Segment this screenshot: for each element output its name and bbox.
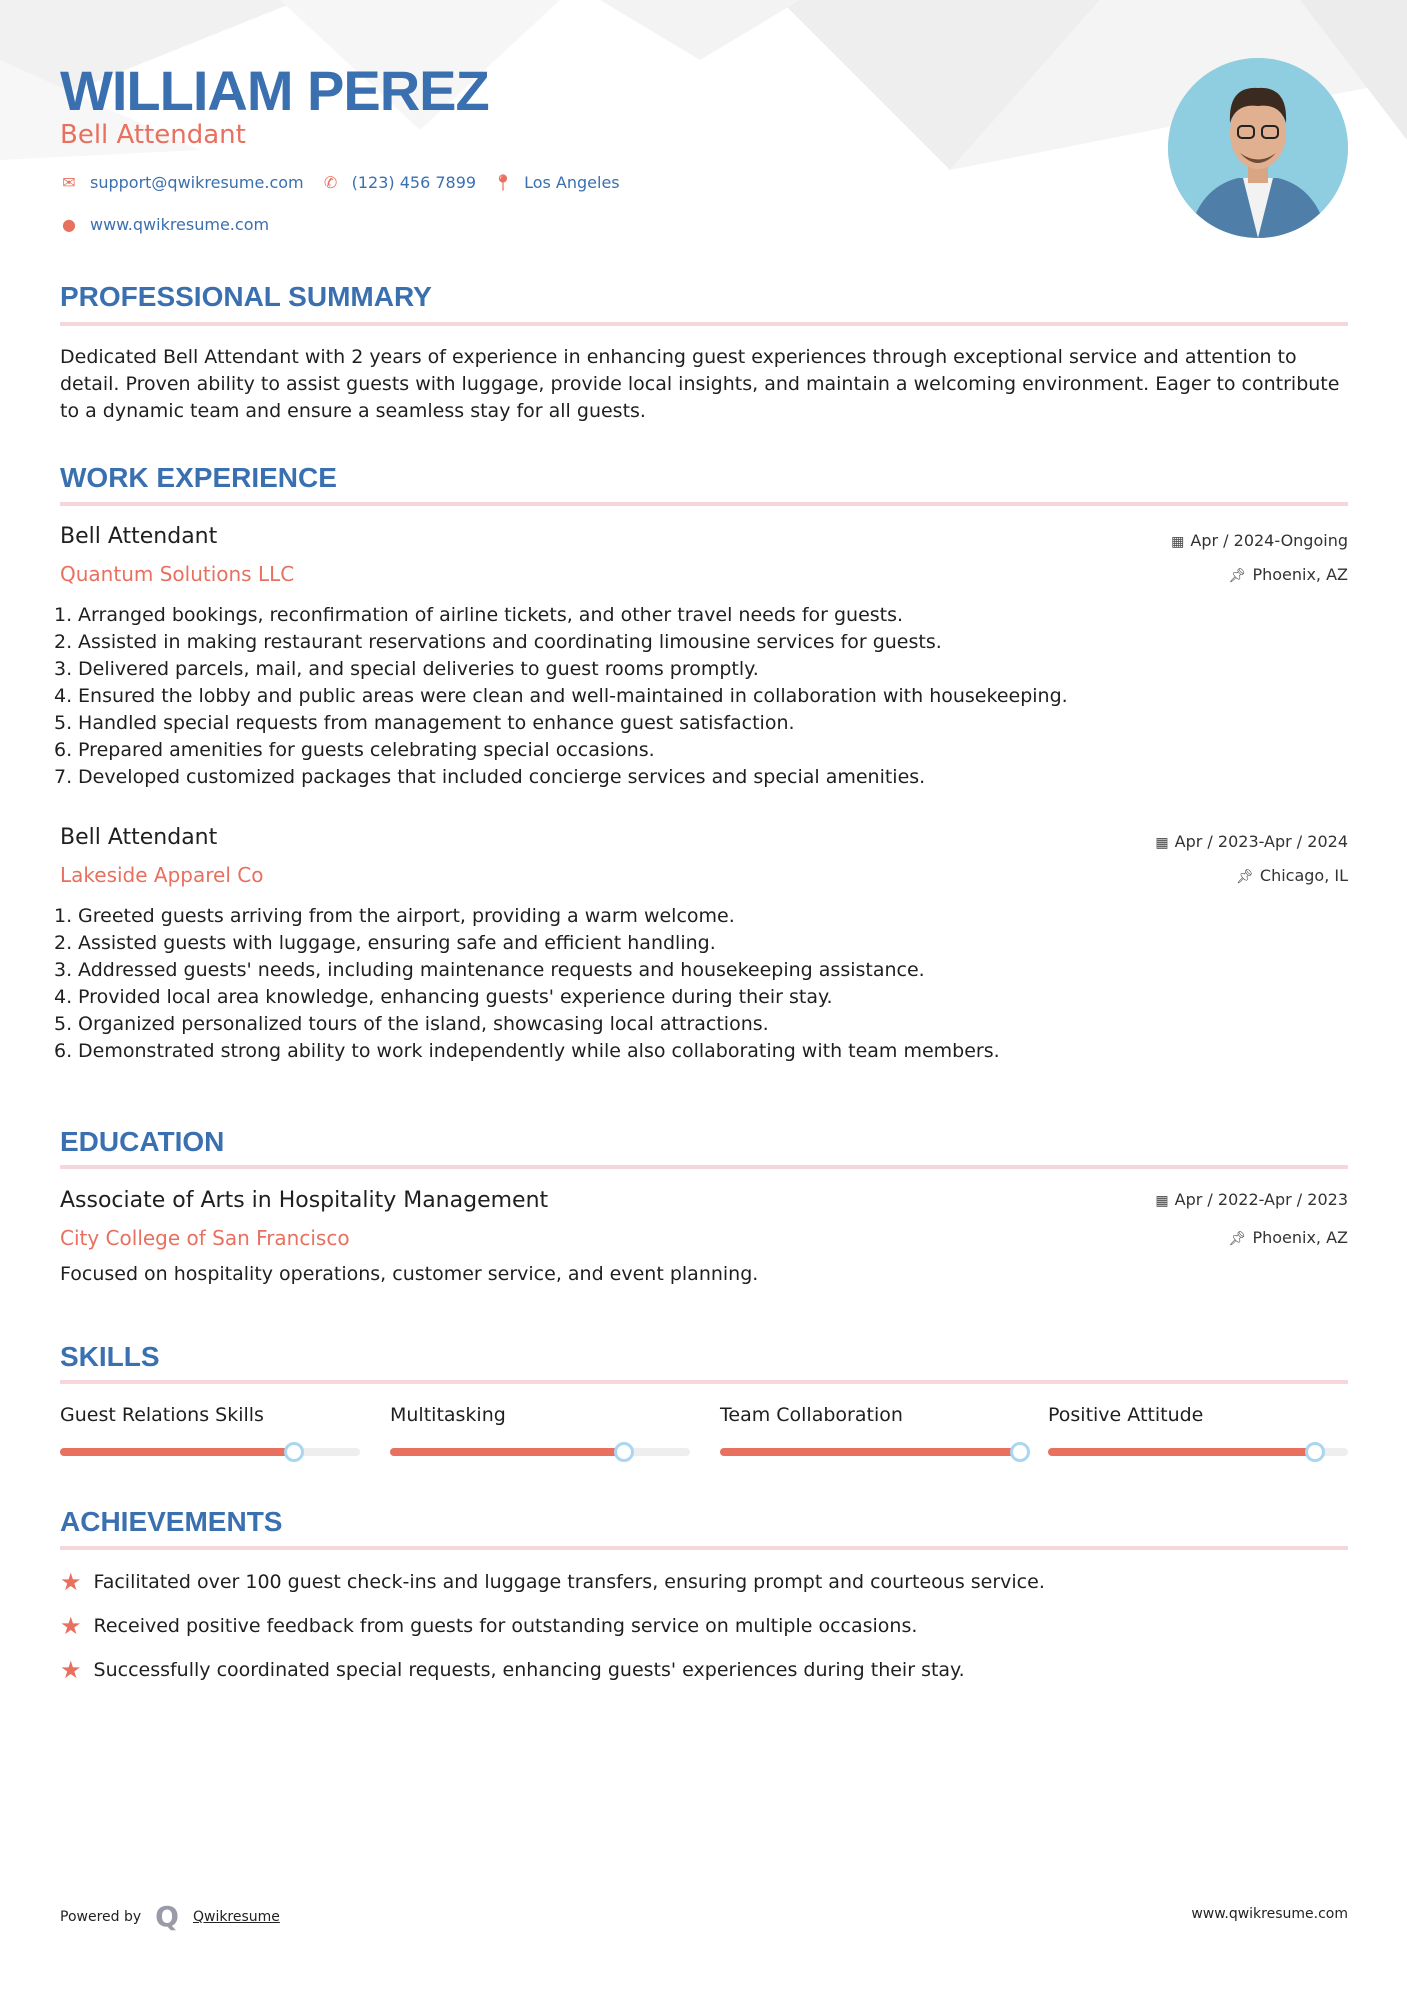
globe-icon: ● [62, 215, 76, 234]
phone-text: (123) 456 7899 [351, 173, 477, 192]
contact-row [58, 173, 620, 192]
email-link[interactable]: support@qwikresume.com [90, 173, 304, 192]
dates-text: Apr / 2022-Apr / 2023 [1174, 1190, 1348, 1209]
section-title-summary: PROFESSIONAL SUMMARY [60, 281, 432, 312]
phone-icon: ✆ [323, 173, 338, 192]
summary-text: Dedicated Bell Attendant with 2 years of experience in enhancing guest experiences through exceptional service and attention to detail. Proven ability to assist guests with luggage, provide local insights, and maintain a welcoming environment. Eager to contribute to a dynamic team and ensure a seamless stay for all guests. [60, 346, 1340, 422]
skill-handle [1305, 1442, 1325, 1462]
job-dates [1155, 832, 1348, 851]
star-badge-icon: ★ [60, 1612, 82, 1640]
list-item: 2. Assisted in making restaurant reservations and coordinating limousine services for guests. [54, 631, 942, 653]
list-item: 1. Arranged bookings, reconfirmation of airline tickets, and other travel needs for guests. [54, 604, 904, 626]
footer-website[interactable]: www.qwikresume.com [1191, 1906, 1348, 1922]
calendar-icon: ▦ [1155, 835, 1169, 851]
qwikresume-logo-icon: Q [155, 1900, 179, 1933]
location-text: Phoenix, AZ [1252, 565, 1348, 584]
website-link[interactable]: www.qwikresume.com [90, 215, 270, 234]
education-location [1229, 1228, 1348, 1247]
job-location [1236, 866, 1348, 885]
pin-icon: 📌︎ [1228, 1231, 1247, 1247]
pin-icon: 📌︎ [1228, 568, 1247, 584]
skill-fill [60, 1448, 294, 1456]
job-location [1229, 565, 1348, 584]
envelope-icon: ✉ [62, 173, 76, 192]
divider [60, 1165, 1348, 1169]
skill-label: Guest Relations Skills [60, 1404, 264, 1426]
divider [60, 322, 1348, 326]
profile-photo [1168, 58, 1348, 238]
list-item: 4. Ensured the lobby and public areas were clean and well-maintained in collaboration with housekeeping. [54, 685, 1068, 707]
job-bullets [54, 602, 1350, 791]
achievement-item: ★ Facilitated over 100 guest check-ins and luggage transfers, ensuring prompt and courteous service. [60, 1568, 1045, 1596]
calendar-icon: ▦ [1171, 534, 1185, 550]
job-title: Bell Attendant [60, 524, 218, 549]
skill-fill [1048, 1448, 1315, 1456]
location-text: Los Angeles [524, 173, 620, 192]
footer-powered-by [60, 1900, 280, 1933]
job-company: Lakeside Apparel Co [60, 863, 264, 887]
candidate-role: Bell Attendant [60, 120, 246, 150]
skill-item [390, 1404, 690, 1426]
skill-label: Positive Attitude [1048, 1404, 1204, 1426]
skill-handle [1010, 1442, 1030, 1462]
dates-text: Apr / 2023-Apr / 2024 [1174, 832, 1348, 851]
star-badge-icon: ★ [60, 1568, 82, 1596]
degree-title: Associate of Arts in Hospitality Management [60, 1188, 549, 1213]
education-description: Focused on hospitality operations, customer service, and event planning. [60, 1263, 759, 1285]
section-title-achievements: ACHIEVEMENTS [60, 1506, 283, 1537]
section-title-skills: SKILLS [60, 1341, 160, 1372]
skill-bar [60, 1448, 360, 1456]
skill-handle [284, 1442, 304, 1462]
skill-fill [390, 1448, 624, 1456]
calendar-icon: ▦ [1155, 1193, 1169, 1209]
list-item: 5. Handled special requests from management to enhance guest satisfaction. [54, 712, 795, 734]
location-text: Phoenix, AZ [1252, 1228, 1348, 1247]
skill-item [1048, 1404, 1348, 1426]
pin-icon: 📌︎ [1236, 869, 1254, 885]
powered-by-text: Powered by [60, 1909, 142, 1925]
candidate-name: WILLIAM PEREZ [60, 59, 489, 122]
school-name: City College of San Francisco [60, 1226, 350, 1250]
dates-text: Apr / 2024-Ongoing [1190, 531, 1348, 550]
list-item: 3. Addressed guests' needs, including maintenance requests and housekeeping assistance. [54, 959, 925, 981]
achievement-item: ★ Received positive feedback from guests for outstanding service on multiple occasions. [60, 1612, 918, 1640]
map-pin-icon: 📍︎ [492, 173, 514, 192]
skill-handle [614, 1442, 634, 1462]
list-item: 6. Demonstrated strong ability to work independently while also collaborating with team members. [54, 1040, 1000, 1062]
location-text: Chicago, IL [1259, 866, 1348, 885]
job-dates [1171, 531, 1348, 550]
brand-link[interactable]: Qwikresume [192, 1909, 280, 1925]
skill-bar [720, 1448, 1020, 1456]
section-title-education: EDUCATION [60, 1126, 225, 1157]
job-bullets [54, 903, 1350, 1065]
education-dates [1155, 1190, 1348, 1209]
achievement-item: ★ Successfully coordinated special requests, enhancing guests' experiences during their stay. [60, 1656, 965, 1684]
list-item: 1. Greeted guests arriving from the airport, providing a warm welcome. [54, 905, 735, 927]
section-title-experience: WORK EXPERIENCE [60, 462, 337, 493]
skill-fill [720, 1448, 1020, 1456]
divider [60, 1546, 1348, 1550]
skill-label: Multitasking [390, 1404, 506, 1426]
list-item: 7. Developed customized packages that included concierge services and special amenities. [54, 766, 926, 788]
skill-bar [1048, 1448, 1348, 1456]
divider [60, 502, 1348, 506]
website-row [58, 215, 269, 234]
skill-item [720, 1404, 1020, 1426]
divider [60, 1380, 1348, 1384]
list-item: 6. Prepared amenities for guests celebrating special occasions. [54, 739, 655, 761]
skill-bar [390, 1448, 690, 1456]
skill-label: Team Collaboration [720, 1404, 903, 1426]
star-badge-icon: ★ [60, 1656, 82, 1684]
job-company: Quantum Solutions LLC [60, 562, 295, 586]
list-item: 5. Organized personalized tours of the island, showcasing local attractions. [54, 1013, 769, 1035]
list-item: 3. Delivered parcels, mail, and special deliveries to guest rooms promptly. [54, 658, 759, 680]
list-item: 4. Provided local area knowledge, enhancing guests' experience during their stay. [54, 986, 833, 1008]
list-item: 2. Assisted guests with luggage, ensuring safe and efficient handling. [54, 932, 716, 954]
skill-item [60, 1404, 360, 1426]
job-title: Bell Attendant [60, 825, 218, 850]
